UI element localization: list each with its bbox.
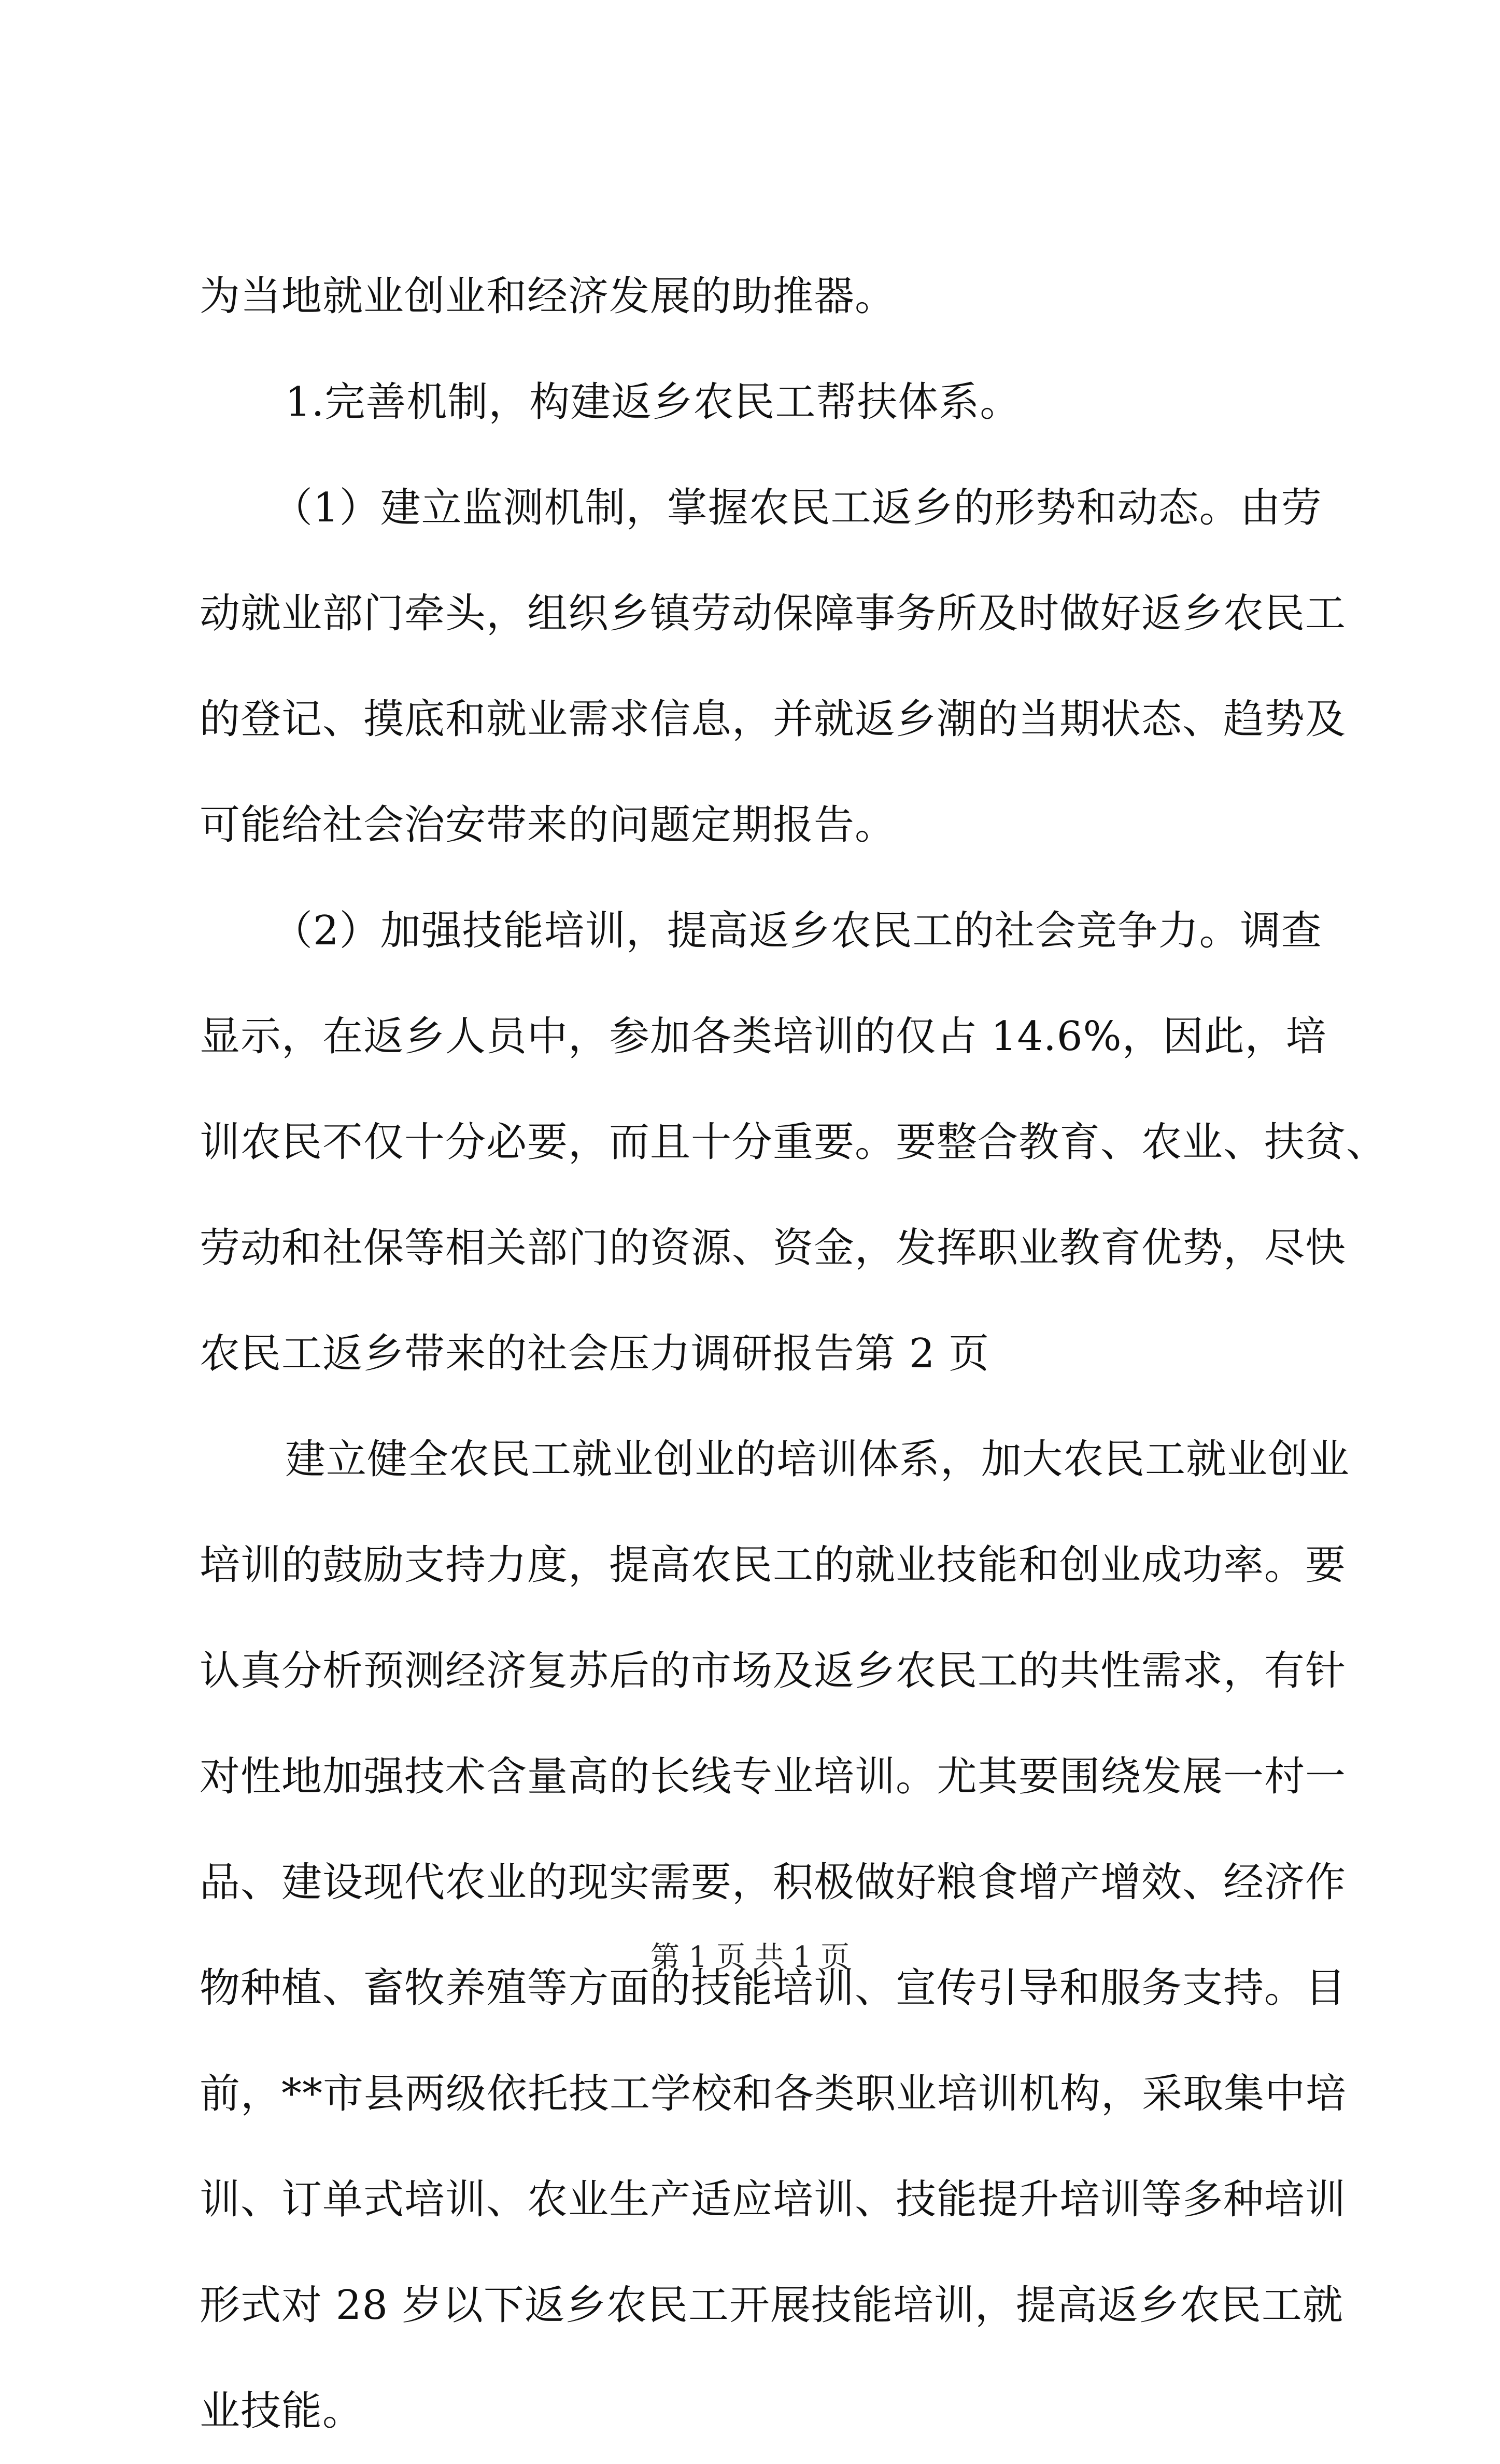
text-line: 物种植、畜牧养殖等方面的技能培训、宣传引导和服务支持。目 (200, 1965, 1347, 2012)
text-line: 建立健全农民工就业创业的培训体系，加大农民工就业创业 (285, 1436, 1350, 1483)
text-line: 可能给社会治安带来的问题定期报告。 (200, 802, 896, 848)
text-line: 训、订单式培训、农业生产适应培训、技能提升培训等多种培训 (200, 2176, 1347, 2223)
section-heading: 1.完善机制，构建返乡农民工帮扶体系。 (285, 379, 1021, 426)
text-line: 品、建设现代农业的现实需要，积极做好粮食增产增效、经济作 (200, 1859, 1347, 1906)
text-line: 农民工返乡带来的社会压力调研报告第 2 页 (200, 1330, 990, 1377)
text-line: 对性地加强技术含量高的长线专业培训。尤其要围绕发展一村一 (200, 1753, 1347, 1800)
text-line: 显示，在返乡人员中，参加各类培训的仅占 14.6%，因此，培 (200, 1013, 1327, 1060)
text-line: （1）建立监测机制，掌握农民工返乡的形势和动态。由劳 (272, 485, 1322, 531)
text-line: 业技能。 (200, 2388, 364, 2434)
text-line: 训农民不仅十分必要，而且十分重要。要整合教育、农业、扶贫、 (200, 1119, 1388, 1166)
text-line: 形式对 28 岁以下返乡农民工开展技能培训，提高返乡农民工就 (200, 2282, 1343, 2329)
text-line: 前，**市县两级依托技工学校和各类职业培训机构，采取集中培 (200, 2071, 1347, 2117)
text-line: 培训的鼓励支持力度，提高农民工的就业技能和创业成功率。要 (200, 1542, 1347, 1589)
text-line: 动就业部门牵头，组织乡镇劳动保障事务所及时做好返乡农民工 (200, 590, 1347, 637)
text-line: （2）加强技能培训，提高返乡农民工的社会竞争力。调查 (272, 908, 1322, 954)
text-line: 认真分析预测经济复苏后的市场及返乡农民工的共性需求，有针 (200, 1648, 1347, 1694)
page-footer: 第 1 页 共 1 页 (650, 1941, 850, 1974)
text-line: 的登记、摸底和就业需求信息，并就返乡潮的当期状态、趋势及 (200, 696, 1347, 743)
document-body (200, 244, 1388, 2464)
text-line: 劳动和社保等相关部门的资源、资金，发挥职业教育优势，尽快 (200, 1225, 1347, 1271)
text-line: 为当地就业创业和经济发展的助推器。 (200, 273, 896, 320)
